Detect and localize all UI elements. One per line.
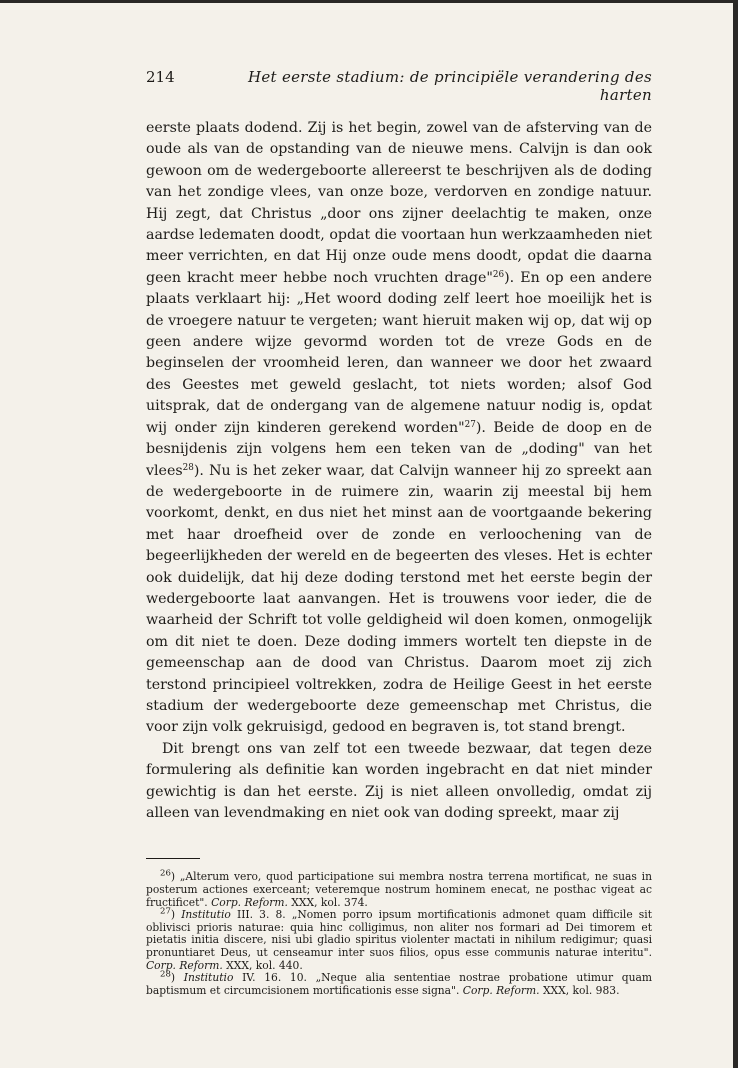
footnote-source: Corp. Reform. [146, 958, 223, 972]
footnote-separator [146, 858, 200, 859]
footnotes [146, 868, 652, 997]
paragraph-1-part-2: ). En op een andere plaats verklaart hij: „Het woord doding zelf leert hoe moeilijk het is de vroegere natuur te vergeten; want hieruit maken wij op, dat wij op geen andere wijze gevormd worden tot de vreze Gods en de beginselen der vroomheid leren, dan wanneer we door het zwaard des Geestes met geweld geslacht, tot niets worden; alsof God uitsprak, dat de ondergang van de algemene natuur nodig is, opdat wij onder zijn kinderen gerekend worden" [146, 269, 652, 436]
footnote-quote: „Neque alia sententiae nostrae probatione utimur quam baptismum et circumcisionem mortificationis esse signa". [146, 971, 652, 997]
footnote-reference: III. 3. 8. [236, 908, 286, 922]
footnote-ref-26: 26 [492, 270, 505, 281]
footnote-quote: „Alterum vero, quod participatione sui membra nostra terrena mortificat, ne suas in posterum actiones exerceant; veteremque nostrum hominem enecat, ne posthac vigeat ac fructificet". [146, 870, 652, 909]
running-title: Het eerste stadium: de principiële verandering des harten [248, 68, 652, 104]
footnote-location: XXX, kol. 440. [226, 958, 303, 972]
footnote-location: XXX, kol. 374. [291, 895, 368, 909]
footnote-number: 27 [160, 906, 171, 917]
footnote-work: Institutio [181, 908, 231, 922]
paragraph-1-part-4: ). Nu is het zeker waar, dat Calvijn wanneer hij zo spreekt aan de wedergeboorte in de ruimere zin, waarin zij meestal bij hem voorkomt, denkt, en dus niet het minst aan de voortgaande bekering met haar droefheid over de zonde en verloochening van de begeerlijkheden der wereld en de begeerten des vleses. Het is echter ook duidelijk, dat hij deze doding terstond met het eerste begin der wedergeboorte laat aanvangen. Het is trouwens voor ieder, die de waarheid der Schrift tot volle geldigheid wil doen komen, onmogelijk om dit niet te doen. Deze doding immers wortelt ten diepste in de gemeenschap aan de dood van Christus. Daarom moet zij zich terstond principieel voltrekken, zodra de Heilige Geest in het eerste stadium der wedergeboorte deze gemeenschap met Christus, die voor zijn volk gekruisigd, gedood en begraven is, tot stand brengt. [146, 462, 652, 736]
page-top-edge [0, 0, 738, 3]
paragraph-1 [146, 118, 652, 739]
running-header [146, 68, 652, 104]
paragraph-1-part-3: ). Beide de doop en de besnijdenis zijn volgens hem een teken van de „doding" van het vlees [146, 419, 652, 479]
footnote-work: Institutio [183, 971, 234, 985]
page-binding-edge [733, 0, 738, 1068]
paragraph-1-part-1: eerste plaats dodend. Zij is het begin, zowel van de afsterving van de oude als van de opstanding van de nieuwe mens. Calvijn is dan ook gewoon om de wedergeboorte allereerst te beschrijven als de doding van het zondige vlees, van onze boze, verdorven en zondige natuur. Hij zegt, dat Christus „door ons zijner deelachtig te maken, onze aardse ledematen doodt, opdat die voortaan hun werkzaamheden niet meer verrichten, en dat Hij onze oude mens doodt, opdat die daarna geen kracht meer hebbe noch vruchten drage" [146, 120, 652, 286]
footnote-number: 28 [160, 969, 171, 980]
footnote-source: Corp. Reform. [462, 983, 540, 997]
footnote-ref-28: 28 [182, 462, 194, 473]
footnote-ref-27: 27 [464, 419, 476, 430]
paragraph-2: Dit brengt ons van zelf tot een tweede bezwaar, dat tegen deze formulering als definitie kan worden ingebracht en dat niet minder gewichtig is dan het eerste. Zij is niet alleen onvolledig, omdat zij alleen van levendmaking en niet ook van doding spreekt, maar zij [146, 740, 652, 821]
body-text [146, 118, 652, 824]
footnote-source: Corp. Reform. [211, 895, 288, 909]
footnote-number: 26 [160, 868, 171, 879]
footnote-location: XXX, kol. 983. [542, 983, 620, 997]
page-number: 214 [146, 68, 175, 86]
footnote-26: $^{26}$) „Alterum vero, quod participatione sui membra nostra terrena mortificat, ne suas in posterum actiones exerceant; veteremque nostrum hominem enecat, ne posthac vigeat ac fructificet". Corp. Reform. XXX, kol. 374. [146, 868, 652, 909]
footnote-27: $^{27}$) Institutio III. 3. 8. „Nomen porro ipsum mortificationis admonet quam difficile sit oblivisci prioris naturae: quia hinc colligimus, non aliter nos formari ad Dei timorem et pietatis initia discere, nisi ubi gladio spiritus violenter mactati in nihilum redigimur; quasi pronuntiaret Deus, ut censeamur inter suos filios, opus esse communis naturae interitu". Corp. Reform. XXX, kol. 440. [146, 906, 652, 972]
book-page [146, 68, 652, 997]
footnote-28: $^{28}$) Institutio IV. 16. 10. „Neque alia sententiae nostrae probatione utimur quam baptismum et circumcisionem mortificationis esse signa". Corp. Reform. XXX, kol. 983. [146, 969, 652, 997]
footnote-quote: „Nomen porro ipsum mortificationis admonet quam difficile sit oblivisci prioris naturae: quia hinc colligimus, non aliter nos formari ad Dei timorem et pietatis initia discere, nisi ubi gladio spiritus violenter mactati in nihilum redigimur; quasi pronuntiaret Deus, ut censeamur inter suos filios, opus esse communis naturae interitu". [146, 908, 652, 959]
footnote-reference: IV. 16. 10. [242, 971, 307, 985]
